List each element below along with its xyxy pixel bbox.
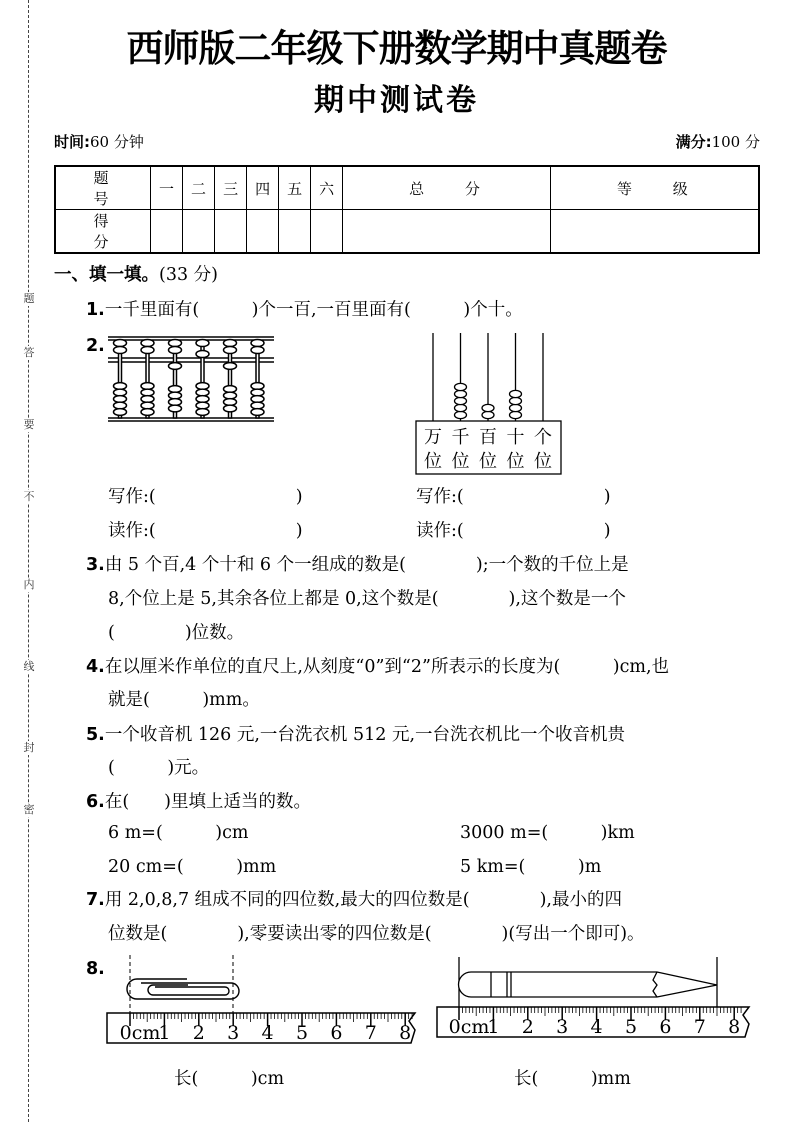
question-5-line2: ( )元。	[108, 758, 210, 778]
section-heading: 一、填一填。(33 分)	[54, 265, 218, 285]
abacus-image	[108, 335, 274, 423]
page-title: 西师版二年级下册数学期中真题卷	[126, 27, 667, 70]
page-subtitle: 期中测试卷	[314, 83, 479, 118]
question-6: 6.在( )里填上适当的数。	[86, 792, 311, 812]
ruler-pencil-image	[435, 955, 753, 1060]
paperclip-icon	[127, 979, 239, 999]
svg-text:4: 4	[261, 1022, 274, 1044]
svg-text:6: 6	[330, 1022, 343, 1044]
margin-char: 题	[23, 292, 35, 305]
margin-char: 答	[23, 346, 35, 359]
header-cell: 一	[151, 166, 183, 210]
score-cell[interactable]	[550, 210, 759, 254]
question-3: 3.由 5 个百,4 个十和 6 个一组成的数是( );一个数的千位上是	[86, 555, 629, 575]
svg-text:6: 6	[659, 1016, 672, 1038]
question-4: 4.在以厘米作单位的直尺上,从刻度“0”到“2”所表示的长度为( )cm,也	[86, 657, 670, 677]
score-cell[interactable]	[343, 210, 551, 254]
exam-time: 时间:60 分钟	[54, 133, 144, 151]
header-cell: 二	[183, 166, 215, 210]
score-table	[54, 165, 760, 254]
score-cell[interactable]	[183, 210, 215, 254]
svg-text:4: 4	[590, 1016, 603, 1038]
score-table-header-row	[55, 166, 759, 210]
counting-frame-image	[413, 333, 563, 478]
q2-left-read: 读作:( )	[108, 521, 303, 541]
q2-right-read: 读作:( )	[416, 521, 611, 541]
margin-char: 内	[23, 578, 35, 591]
q6-item-d: 5 km=( )m	[460, 857, 602, 877]
svg-text:十: 十	[506, 427, 525, 448]
score-cell[interactable]	[279, 210, 311, 254]
question-2-number: 2.	[86, 336, 105, 356]
margin-char: 密	[23, 803, 35, 816]
q6-item-a: 6 m=( )cm	[108, 823, 249, 843]
svg-text:5: 5	[624, 1016, 638, 1038]
question-7-line2: 位数是( ),零要读出零的四位数是( )(写出一个即可)。	[108, 924, 645, 944]
header-cell: 五	[279, 166, 311, 210]
question-1: 1.一千里面有( )个一百,一百里面有( )个十。	[86, 300, 523, 320]
binding-dashed-line	[28, 0, 29, 1122]
svg-text:3: 3	[556, 1016, 569, 1038]
svg-text:位: 位	[506, 451, 525, 472]
svg-text:7: 7	[364, 1022, 377, 1044]
svg-text:位: 位	[479, 451, 497, 472]
question-4-line2: 就是( )mm。	[108, 690, 260, 710]
svg-text:2: 2	[521, 1016, 534, 1038]
svg-text:位: 位	[451, 451, 470, 472]
header-cell: 等 级	[550, 166, 759, 210]
q8-right-answer: 长( )mm	[514, 1069, 631, 1089]
svg-text:百: 百	[479, 427, 497, 448]
header-cell: 三	[215, 166, 247, 210]
q2-right-write: 写作:( )	[416, 487, 611, 507]
header-cell: 四	[247, 166, 279, 210]
pencil-icon	[459, 972, 717, 997]
margin-char: 要	[23, 418, 35, 431]
svg-text:2: 2	[192, 1022, 205, 1044]
svg-text:3: 3	[227, 1022, 240, 1044]
svg-text:1: 1	[158, 1022, 171, 1044]
svg-text:5: 5	[295, 1022, 309, 1044]
ruler-paperclip-image	[105, 955, 420, 1060]
row-label: 得 分	[55, 210, 151, 254]
question-8-number: 8.	[86, 959, 105, 979]
svg-text:个: 个	[534, 427, 552, 448]
margin-char: 不	[23, 490, 35, 503]
svg-text:7: 7	[693, 1016, 706, 1038]
svg-text:万: 万	[424, 427, 442, 448]
q8-left-answer: 长( )cm	[174, 1069, 285, 1089]
svg-text:位: 位	[424, 451, 442, 472]
question-5: 5.一个收音机 126 元,一台洗衣机 512 元,一台洗衣机比一个收音机贵	[86, 725, 626, 745]
q6-item-c: 20 cm=( )mm	[108, 857, 277, 877]
svg-text:8: 8	[728, 1016, 741, 1038]
svg-text:位: 位	[534, 451, 552, 472]
header-cell: 六	[311, 166, 343, 210]
svg-text:千: 千	[451, 427, 470, 448]
svg-text:0cm: 0cm	[448, 1016, 490, 1038]
full-score: 满分:100 分	[675, 133, 760, 151]
score-cell[interactable]	[215, 210, 247, 254]
margin-char: 线	[23, 660, 35, 673]
header-cell: 题 号	[55, 166, 151, 210]
margin-char: 封	[23, 741, 35, 754]
score-cell[interactable]	[311, 210, 343, 254]
score-cell[interactable]	[247, 210, 279, 254]
svg-text:0cm: 0cm	[119, 1022, 161, 1044]
question-3-line2: 8,个位上是 5,其余各位上都是 0,这个数是( ),这个数是一个	[108, 589, 626, 609]
header-cell: 总 分	[343, 166, 551, 210]
score-table-score-row	[55, 210, 759, 254]
svg-text:8: 8	[399, 1022, 412, 1044]
question-3-line3: ( )位数。	[108, 623, 245, 643]
score-cell[interactable]	[151, 210, 183, 254]
question-7: 7.用 2,0,8,7 组成不同的四位数,最大的四位数是( ),最小的四	[86, 890, 622, 910]
q6-item-b: 3000 m=( )km	[460, 823, 635, 843]
q2-left-write: 写作:( )	[108, 487, 303, 507]
svg-text:1: 1	[487, 1016, 500, 1038]
